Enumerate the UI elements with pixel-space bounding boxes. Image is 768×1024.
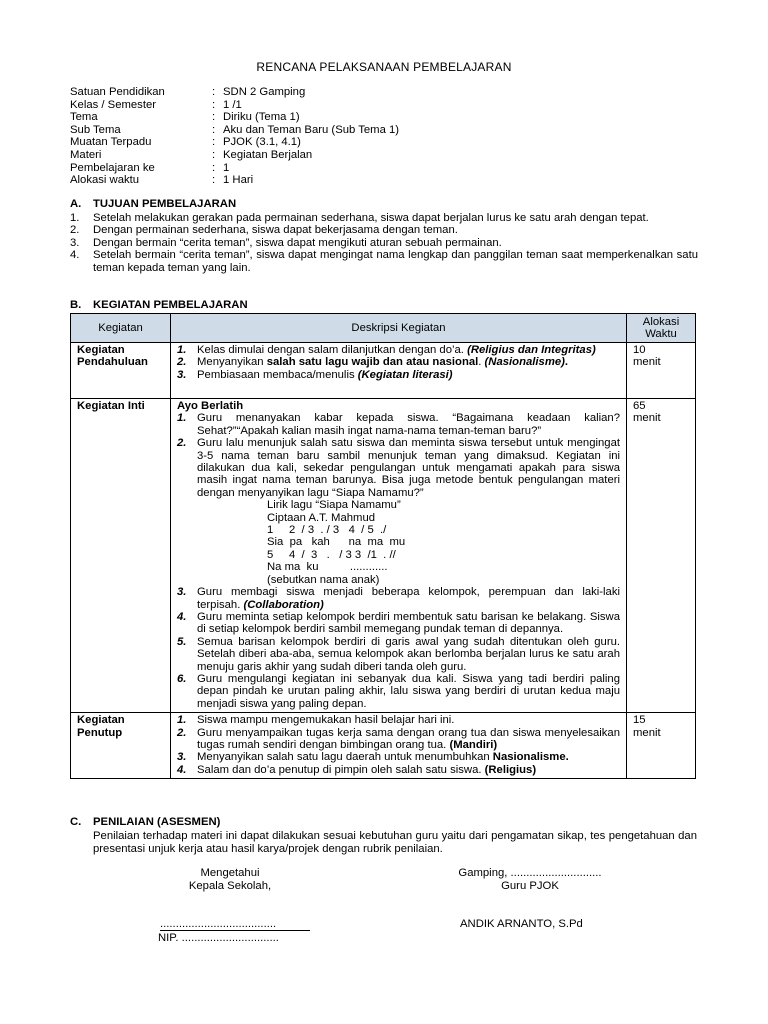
row-time	[627, 399, 696, 713]
table-row	[71, 713, 696, 779]
section-b-heading	[70, 299, 248, 311]
lyric-line: Na ma ku ............	[267, 561, 388, 574]
value-tag: (Collaboration)	[243, 598, 324, 611]
item-number: 5.	[177, 635, 187, 648]
identity-value: 1 Hari	[223, 174, 254, 187]
item-number: 1.	[70, 212, 80, 224]
identity-value: Diriku (Tema 1)	[223, 111, 300, 124]
list-item	[177, 437, 620, 499]
header-kegiatan: Kegiatan	[71, 314, 171, 343]
identity-value: SDN 2 Gamping	[223, 86, 306, 98]
identity-colon: :	[212, 148, 216, 161]
section-title: TUJUAN PEMBELAJARAN	[93, 198, 237, 210]
list-item	[177, 611, 620, 636]
list-item	[177, 344, 620, 356]
headmaster-name-line: .....................................	[160, 918, 310, 931]
item-text: Salam dan do’a penutup di pimpin oleh salah satu siswa.	[197, 763, 485, 776]
list-item	[177, 586, 620, 611]
item-text: Menyanyikan	[197, 356, 267, 369]
list-item	[70, 212, 698, 224]
identity-row	[70, 174, 399, 187]
identity-row	[70, 99, 399, 112]
identity-row	[70, 162, 399, 175]
item-text: Semua barisan kelompok berdiri di garis awal yang sudah ditentukan oleh guru. Setelah diberi aba-aba, semua kelompok akan berlomba berjalan lurus ke satu arah menuju garis akhir yang sudah diberi tanda oleh guru.	[197, 635, 620, 673]
item-number: 1.	[177, 412, 187, 425]
list-item	[177, 727, 620, 752]
item-number: 1.	[177, 344, 187, 356]
lyric-line: 5 4 / 3 . / 3 3 /1 . //	[267, 548, 396, 561]
row-time	[627, 713, 696, 779]
list-item	[177, 714, 620, 726]
lyric-line: Sia pa kah na ma mu	[267, 536, 406, 549]
activities-table	[70, 313, 696, 779]
list-item	[70, 249, 698, 274]
item-text: Guru mengulangi kegiatan ini sebanyak dua kali. Siswa yang tadi berdiri paling depan pindah ke urutan paling akhir, lalu siswa yang berdiri di urutan kedua maju menjadi siswa yang paling depan.	[197, 672, 620, 710]
identity-value: Kegiatan Berjalan	[223, 148, 313, 161]
list-item	[70, 224, 698, 236]
assessment-text: Penilaian terhadap materi ini dapat dilakukan sesuai kebutuhan guru yaitu dari pengamatan sikap, tes pengetahuan dan presentasi unjuk kerja atau hasil karya/projek dengan rubrik penilaian.	[93, 830, 697, 855]
item-number: 3.	[177, 751, 187, 764]
identity-colon: :	[212, 161, 216, 174]
identity-colon: :	[212, 174, 216, 187]
identity-value: 1	[223, 161, 230, 174]
item-number: 4.	[177, 763, 187, 776]
time-unit: menit	[633, 726, 661, 739]
row-description	[171, 399, 627, 713]
signature-role: Guru PJOK	[501, 880, 559, 892]
row-label: Kegiatan Inti	[71, 399, 171, 713]
list-item	[177, 673, 620, 710]
value-tag: (Religius dan Integritas)	[467, 344, 596, 356]
header-deskripsi: Deskripsi Kegiatan	[171, 314, 627, 343]
header-alokasi: Alokasi Waktu	[627, 314, 696, 343]
activity-heading: Ayo Berlatih	[177, 400, 244, 412]
row-label: Kegiatan Pendahuluan	[71, 343, 171, 399]
item-number: 2.	[177, 437, 187, 450]
left-signature-block	[150, 867, 310, 893]
item-number: 3.	[177, 586, 187, 599]
identity-key: Muatan Terpadu	[70, 136, 152, 149]
item-text: .	[478, 356, 485, 369]
time-value: 15	[633, 714, 646, 727]
identity-colon: :	[212, 98, 216, 111]
identity-colon: :	[212, 86, 216, 98]
item-text: Guru lalu menunjuk salah satu siswa dan meminta siswa tersebut untuk mengingat 3-5 nama teman baru sambil menunjuk teman yang dimaksud. Kegiatan ini dilakukan dua kali, sekedar pengulangan untuk mengamati apakah para siswa masih ingat nama teman barunya. Bisa juga metode bentuk pengulangan materi dengan menyanyikan lagu “Siapa Namamu?”	[197, 437, 620, 499]
item-number: 4.	[70, 249, 80, 262]
row-label: Kegiatan Penutup	[71, 713, 171, 779]
lyric-line: 1 2 / 3 . / 3 4 / 5 ./	[267, 524, 387, 537]
goals-list	[70, 212, 698, 274]
value-tag: (Nasionalisme)	[484, 356, 565, 369]
section-number: B.	[70, 299, 82, 311]
identity-value: Aku dan Teman Baru (Sub Tema 1)	[223, 123, 400, 136]
identity-value: 1 /1	[223, 98, 242, 111]
signature-role: Kepala Sekolah,	[188, 880, 272, 892]
table-header-row	[71, 314, 696, 343]
item-text: Siswa mampu mengemukakan hasil belajar hari ini.	[197, 714, 455, 727]
time-unit: menit	[633, 412, 661, 425]
section-number: C.	[70, 816, 82, 828]
right-signature-block	[440, 867, 620, 893]
bold-text: salah satu lagu wajib dan atau nasional	[266, 356, 479, 369]
identity-key: Kelas / Semester	[70, 98, 157, 111]
identity-row	[70, 149, 399, 162]
bold-text: .	[564, 356, 569, 369]
value-tag: Nasionalisme.	[492, 751, 569, 764]
list-item	[177, 369, 620, 381]
list-item	[177, 412, 620, 437]
headmaster-nip: NIP. ...............................	[158, 932, 279, 944]
identity-row	[70, 124, 399, 137]
row-description	[171, 713, 627, 779]
identity-key: Satuan Pendidikan	[70, 86, 165, 98]
item-text: Guru meminta setiap kelompok berdiri membentuk satu barisan ke belakang. Siswa di setiap kelompok berdiri sambil memegang pundak teman di depannya.	[197, 610, 620, 636]
lyric-line: (sebutkan nama anak)	[267, 573, 380, 586]
item-text: Guru menyampaikan tugas kerja sama dengan orang tua dan siswa menyelesaikan tugas rumah sendiri dengan bimbingan orang tua.	[197, 726, 620, 751]
section-title: KEGIATAN PEMBELAJARAN	[93, 299, 248, 311]
identity-row	[70, 136, 399, 149]
identity-key: Sub Tema	[70, 123, 121, 136]
identity-row	[70, 111, 399, 124]
item-number: 2.	[70, 224, 80, 237]
teacher-name: ANDIK ARNANTO, S.Pd	[460, 918, 583, 930]
row-description	[171, 343, 627, 399]
item-text: Setelah melakukan gerakan pada permainan sederhana, siswa dapat berjalan lurus ke satu arah dengan tepat.	[93, 212, 649, 224]
lyric-line: Ciptaan A.T. Mahmud	[267, 511, 376, 524]
item-number: 6.	[177, 672, 187, 685]
item-text: Dengan permainan sederhana, siswa dapat bekerjasama dengan teman.	[93, 224, 458, 237]
item-text: Menyanyikan salah satu lagu daerah untuk menumbuhkan	[197, 751, 493, 764]
section-title: PENILAIAN (ASESMEN)	[93, 816, 221, 828]
value-tag: (Religius)	[484, 763, 537, 776]
identity-value: PJOK (3.1, 4.1)	[223, 136, 301, 149]
identity-key: Tema	[70, 111, 98, 124]
time-value: 10	[633, 344, 646, 356]
value-tag: (Mandiri)	[449, 738, 498, 751]
identity-colon: :	[212, 123, 216, 136]
item-number: 4.	[177, 610, 187, 623]
item-text: Setelah bermain “cerita teman”, siswa dapat mengingat nama lengkap dan panggilan teman saat memperkenalkan satu teman kepada teman yang lain.	[93, 249, 698, 274]
time-unit: menit	[633, 356, 661, 369]
list-item	[70, 237, 698, 249]
item-text: Guru membagi siswa menjadi beberapa kelompok, perempuan dan laki-laki terpisah.	[197, 586, 620, 611]
identity-key: Pembelajaran ke	[70, 161, 155, 174]
identity-colon: :	[212, 111, 216, 124]
list-item	[177, 636, 620, 673]
identity-row	[70, 86, 399, 99]
section-a-heading	[70, 198, 236, 210]
item-number: 2.	[177, 356, 187, 369]
value-tag: (Kegiatan literasi)	[357, 368, 453, 381]
list-item	[177, 764, 620, 776]
lyric-line: Lirik lagu “Siapa Namamu”	[267, 499, 401, 512]
identity-key: Alokasi waktu	[70, 174, 140, 187]
identity-key: Materi	[70, 148, 102, 161]
list-item	[177, 751, 620, 763]
document-title: RENCANA PELAKSANAAN PEMBELAJARAN	[256, 60, 512, 74]
list-item	[177, 356, 620, 368]
table-row	[71, 399, 696, 713]
item-text: Kelas dimulai dengan salam dilanjutkan dengan do’a.	[197, 344, 468, 356]
row-time	[627, 343, 696, 399]
signature-place-date: Gamping, .............................	[458, 867, 602, 879]
item-text: Guru menanyakan kabar kepada siswa. “Bagaimana keadaan kalian? Sehat?”“Apakah kalian masih ingat nama-nama teman-teman baru?”	[197, 412, 620, 437]
signature-caption: Mengetahui	[200, 867, 260, 879]
identity-block	[70, 86, 399, 187]
item-number: 2.	[177, 726, 187, 739]
item-text: Pembiasaan membaca/menulis	[197, 368, 358, 381]
identity-colon: :	[212, 136, 216, 149]
time-value: 65	[633, 400, 646, 412]
item-number: 1.	[177, 714, 187, 727]
item-number: 3.	[70, 236, 80, 249]
item-number: 3.	[177, 368, 187, 381]
item-text: Dengan bermain “cerita teman”, siswa dapat mengikuti aturan sebuah permainan.	[93, 236, 502, 249]
table-row	[71, 343, 696, 399]
section-number: A.	[70, 198, 82, 210]
section-c-heading	[70, 816, 220, 828]
